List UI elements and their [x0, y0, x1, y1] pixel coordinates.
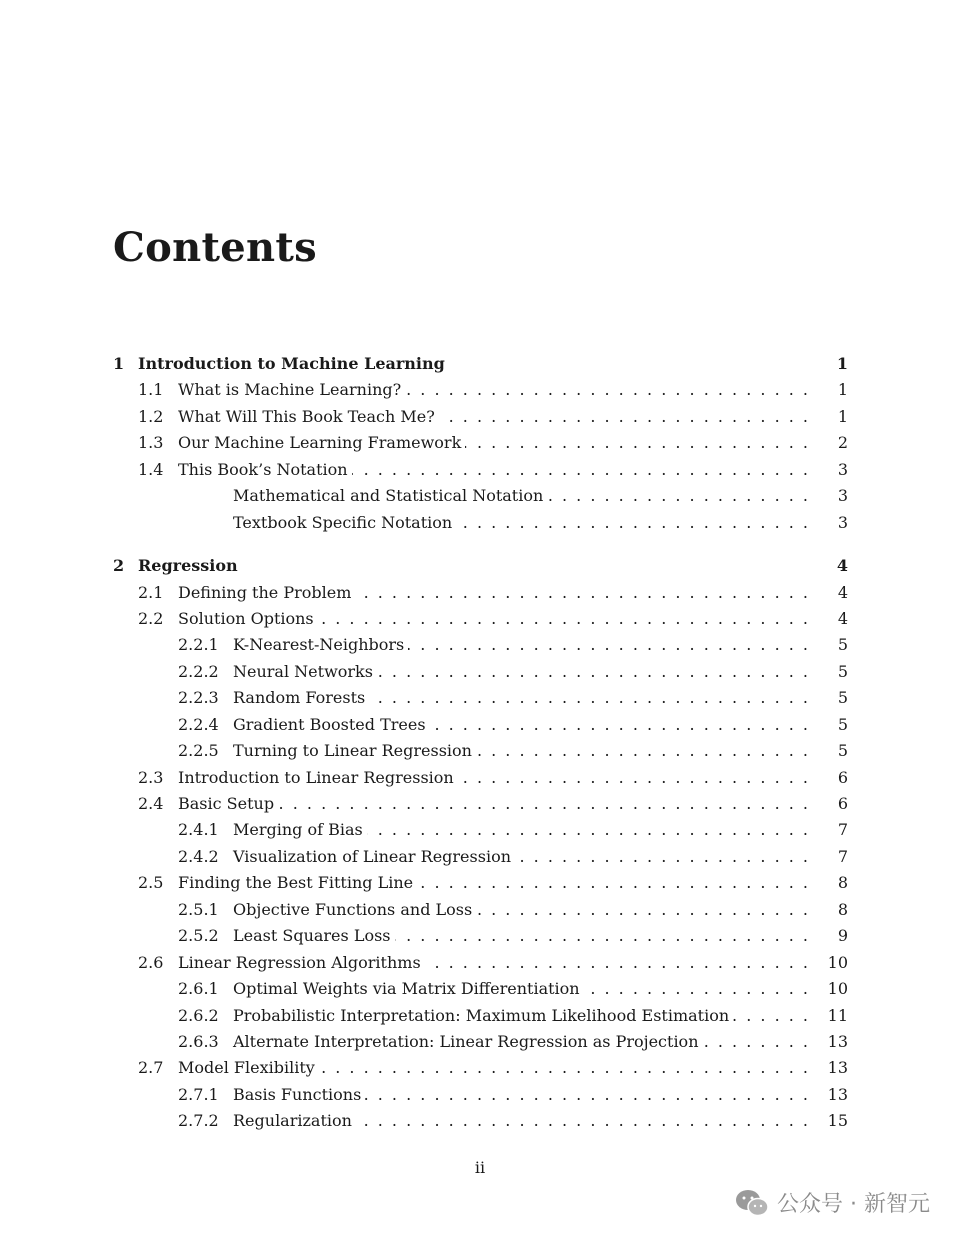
toc-subheading-entry[interactable]	[113, 486, 848, 512]
toc-entry-page: 4	[837, 582, 848, 602]
toc-entry-title: Basis Functions	[233, 1084, 362, 1104]
toc-entry-title: Visualization of Linear Regression	[233, 846, 511, 866]
toc-dot-leader	[458, 768, 808, 787]
toc-entry-page: 2	[837, 433, 848, 453]
toc-entry-page: 5	[837, 661, 848, 681]
toc-entry-number: 2.2.3	[178, 688, 219, 708]
page-number: ii	[474, 1158, 486, 1177]
toc-entry-number: 2.6.2	[178, 1005, 219, 1025]
toc-dot-leader	[367, 820, 808, 839]
toc-dot-leader	[377, 662, 808, 681]
toc-entry-number: 2.2.5	[178, 741, 219, 761]
toc-entry-page: 15	[827, 1111, 848, 1131]
toc-entry-number: 2.2	[138, 608, 164, 628]
toc-section-entry[interactable]	[113, 688, 848, 714]
toc-entry-number: 2.3	[138, 767, 164, 787]
toc-entry-title: Model Flexibility	[178, 1058, 315, 1078]
wechat-icon	[735, 1189, 769, 1217]
toc-entry-title: Basic Setup	[178, 794, 275, 813]
toc-section-entry[interactable]	[113, 979, 848, 1005]
toc-dot-leader	[476, 900, 808, 919]
toc-entry-number: 1.2	[138, 406, 164, 426]
toc-section-entry[interactable]	[113, 1032, 848, 1058]
toc-section-entry[interactable]	[113, 768, 848, 794]
toc-dot-leader	[476, 741, 808, 760]
toc-entry-page: 4	[837, 608, 848, 628]
toc-dot-leader	[584, 979, 808, 998]
toc-section-entry[interactable]	[113, 1111, 848, 1137]
toc-entry-number: 1.3	[138, 433, 164, 453]
toc-entry-page: 13	[827, 1031, 848, 1051]
toc-section-entry[interactable]	[113, 433, 848, 459]
toc-entry-page: 9	[837, 926, 848, 946]
toc-section-entry[interactable]	[113, 926, 848, 952]
toc-entry-title: Introduction to Linear Regression	[178, 767, 454, 787]
toc-entry-number: 2	[113, 556, 125, 576]
toc-entry-title: Linear Regression Algorithms	[178, 952, 421, 972]
toc-dot-leader	[369, 688, 808, 707]
toc-entry-page: 3	[837, 486, 848, 506]
toc-entry-title: Random Forests	[233, 688, 366, 708]
toc-entry-page: 1	[837, 380, 848, 400]
toc-entry-title: Objective Functions and Loss	[233, 899, 473, 919]
toc-entry-number: 2.4.2	[178, 846, 219, 866]
toc-entry-number: 2.5.1	[178, 899, 219, 919]
toc-entry-number: 2.1	[138, 582, 164, 602]
toc-entry-title: Regularization	[233, 1111, 352, 1131]
toc-section-entry[interactable]	[113, 820, 848, 846]
toc-entry-page: 10	[827, 979, 848, 999]
toc-entry-number: 2.7	[138, 1058, 164, 1078]
toc-section-entry[interactable]	[113, 583, 848, 609]
toc-entry-number: 2.6.3	[178, 1031, 219, 1051]
toc-section-entry[interactable]	[113, 635, 848, 661]
toc-chapter-entry[interactable]	[113, 354, 848, 380]
toc-entry-page: 8	[837, 899, 848, 919]
toc-entry-title: Optimal Weights via Matrix Differentiation	[233, 979, 580, 999]
toc-entry-title: K-Nearest-Neighbors	[233, 635, 405, 655]
toc-dot-leader	[355, 583, 808, 602]
toc-section-entry[interactable]	[113, 609, 848, 635]
toc-section-entry[interactable]	[113, 741, 848, 767]
toc-entry-page: 5	[837, 714, 848, 734]
toc-entry-title: Probabilistic Interpretation: Maximum Likelihood Estimation	[233, 1005, 730, 1025]
toc-entry-page: 3	[837, 459, 848, 479]
toc-entry-title: Textbook Specific Notation	[233, 512, 453, 532]
toc-entry-page: 11	[827, 1005, 848, 1025]
toc-entry-number: 1	[113, 354, 125, 373]
toc-entry-page: 5	[837, 741, 848, 761]
toc-entry-title: Gradient Boosted Trees	[233, 714, 426, 734]
toc-section-entry[interactable]	[113, 1006, 848, 1032]
toc-entry-title: Merging of Bias	[233, 820, 363, 840]
toc-section-entry[interactable]	[113, 847, 848, 873]
page-title: Contents	[113, 224, 318, 271]
toc-section-entry[interactable]	[113, 1085, 848, 1111]
toc-entry-title: This Book’s Notation	[178, 459, 348, 479]
toc-entry-number: 2.4	[138, 794, 164, 813]
toc-dot-leader	[278, 794, 808, 813]
toc-section-entry[interactable]	[113, 460, 848, 486]
toc-dot-leader	[733, 1006, 808, 1025]
toc-entry-number: 2.7.2	[178, 1111, 219, 1131]
toc-entry-title: What Will This Book Teach Me?	[178, 406, 435, 426]
toc-entry-number: 2.5.2	[178, 926, 219, 946]
toc-dot-leader	[395, 926, 809, 945]
toc-section-entry[interactable]	[113, 662, 848, 688]
toc-dot-leader	[439, 407, 808, 426]
toc-entry-title: Turning to Linear Regression	[233, 741, 472, 761]
toc-dot-leader	[408, 635, 808, 654]
toc-entry-title: Neural Networks	[233, 661, 373, 681]
toc-section-entry[interactable]	[113, 900, 848, 926]
toc-section-entry[interactable]	[113, 380, 848, 406]
toc-subheading-entry[interactable]	[113, 513, 848, 539]
toc-entry-title: Solution Options	[178, 608, 314, 628]
toc-dot-leader	[430, 715, 808, 734]
toc-entry-number: 2.6	[138, 952, 164, 972]
watermark-text: 公众号 · 新智元	[777, 1192, 930, 1217]
toc-entry-number: 1.4	[138, 459, 164, 479]
toc-entry-title: Alternate Interpretation: Linear Regression as Projection	[233, 1031, 699, 1051]
toc-section-entry[interactable]	[113, 794, 848, 820]
toc-entry-page: 5	[837, 688, 848, 708]
toc-dot-leader	[356, 1111, 808, 1130]
toc-entry-title: Mathematical and Statistical Notation	[233, 486, 544, 506]
toc-entry-title: Our Machine Learning Framework	[178, 433, 462, 453]
watermark	[735, 1187, 930, 1218]
toc-dot-leader	[405, 380, 808, 399]
toc-entry-number: 2.2.2	[178, 661, 219, 681]
toc-entry-page: 10	[827, 952, 848, 972]
toc-entry-page: 4	[836, 556, 848, 576]
toc-entry-page: 1	[836, 354, 848, 373]
toc-dot-leader	[365, 1085, 808, 1104]
toc-section-entry[interactable]	[113, 953, 848, 979]
toc-dot-leader	[425, 953, 808, 972]
toc-entry-number: 2.2.4	[178, 714, 219, 734]
toc-entry-number: 2.7.1	[178, 1084, 219, 1104]
toc-entry-title: Least Squares Loss	[233, 926, 391, 946]
toc-entry-title: Introduction to Machine Learning	[138, 354, 445, 373]
toc-entry-page: 8	[837, 873, 848, 893]
toc-entry-page: 7	[837, 846, 848, 866]
toc-dot-leader	[515, 847, 808, 866]
toc-dot-leader	[703, 1032, 809, 1051]
toc-dot-leader	[417, 873, 808, 892]
toc-section-entry[interactable]	[113, 407, 848, 433]
toc-entry-number: 2.2.1	[178, 635, 219, 655]
toc-entry-number: 2.6.1	[178, 979, 219, 999]
toc-section-entry[interactable]	[113, 715, 848, 741]
toc-section-entry[interactable]	[113, 1058, 848, 1084]
toc-entry-page: 6	[837, 767, 848, 787]
toc-dot-leader	[352, 460, 808, 479]
toc-entry-page: 6	[837, 794, 848, 813]
toc-dot-leader	[465, 433, 808, 452]
toc-entry-number: 2.4.1	[178, 820, 219, 840]
toc-entry-title: Regression	[138, 556, 238, 576]
toc-entry-page: 13	[827, 1084, 848, 1104]
toc-entry-page: 1	[837, 406, 848, 426]
toc-entry-title: Finding the Best Fitting Line	[178, 873, 414, 893]
toc-dot-leader	[547, 486, 808, 505]
toc-dot-leader	[456, 513, 808, 532]
toc-entry-page: 3	[837, 512, 848, 532]
toc-dot-leader	[318, 609, 808, 628]
toc-chapter-entry[interactable]	[113, 556, 848, 582]
toc-section-entry[interactable]	[113, 873, 848, 899]
toc-dot-leader	[319, 1058, 808, 1077]
toc-entry-title: Defining the Problem	[178, 582, 352, 602]
toc-entry-page: 5	[837, 635, 848, 655]
toc-entry-number: 2.5	[138, 873, 164, 893]
toc-entry-title: What is Machine Learning?	[178, 380, 402, 400]
table-of-contents	[113, 354, 848, 1138]
toc-entry-number: 1.1	[138, 380, 164, 400]
toc-entry-page: 13	[827, 1058, 848, 1078]
toc-entry-page: 7	[837, 820, 848, 840]
